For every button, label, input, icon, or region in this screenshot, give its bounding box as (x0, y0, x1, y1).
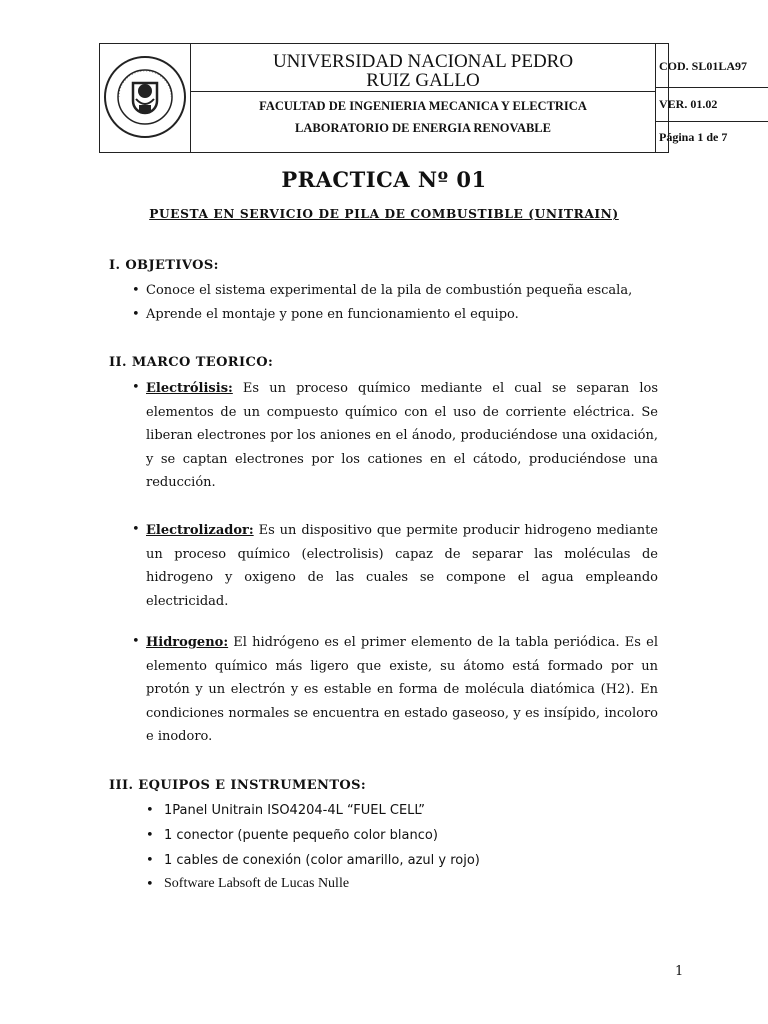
document-code: COD. SL01LA97 (656, 44, 768, 88)
document-header-table (99, 43, 748, 153)
page-number: 1 (675, 964, 684, 979)
logo-cell (100, 44, 191, 152)
bullet-icon: • (146, 877, 154, 892)
bullet-icon: • (132, 283, 140, 298)
university-name-line1: UNIVERSIDAD NACIONAL PEDRO (272, 51, 574, 72)
equipment-item: 1 cables de conexión (color amarillo, azul y rojo) (164, 853, 480, 868)
equipment-item: 1Panel Unitrain ISO4204-4L “FUEL CELL” (164, 803, 425, 818)
faculty-name: FACULTAD DE INGENIERIA MECANICA Y ELECTRICA (259, 99, 587, 113)
marco-teorico-heading: II. MARCO TEORICO: (109, 355, 274, 370)
bullet-icon: • (146, 853, 154, 868)
definition-term: Hidrogeno: (146, 635, 229, 650)
equipment-item: Software Labsoft de Lucas Nulle (164, 876, 350, 891)
bullet-icon: • (132, 634, 140, 649)
faculty-cell (191, 92, 656, 152)
university-seal-logo (103, 55, 187, 139)
equipment-item: 1 conector (puente pequeño color blanco) (164, 828, 438, 843)
university-name-line2: RUIZ GALLO (366, 70, 480, 91)
objetivo-item: Aprende el montaje y pone en funcionamiento el equipo. (146, 307, 519, 322)
definition-term: Electrolizador: (146, 523, 254, 538)
bullet-icon: • (146, 803, 154, 818)
definition-text: Es un proceso químico mediante el cual se separan los elementos de un compuesto químico con el uso de corriente eléctrica. Se liberan electrones por los aniones en el ánodo, produciéndose una oxidación, y se captan electrones por los cationes en el cátodo, produciéndose una reducción. (146, 381, 658, 491)
bullet-icon: • (132, 307, 140, 322)
definition-text: El hidrógeno es el primer elemento de la tabla periódica. Es el elemento químico más ligero que existe, su átomo está formado por un protón y un electrón y es estable en forma de molécula diatómica (H2). En condiciones normales se encuentra en estado gaseoso, y es insípido, incoloro e inodoro. (146, 635, 658, 745)
page-counter: Página 1 de 7 (659, 130, 728, 144)
definition-text: Es un dispositivo que permite producir hidrogeno mediante un proceso químico (electrolisis) capaz de separar las moléculas de hidrogeno y oxigeno de las cuales se compone el agua empleando electricidad. (146, 523, 658, 609)
university-name-cell (191, 44, 656, 92)
bullet-icon: • (132, 380, 140, 395)
definition-paragraph (146, 631, 658, 749)
practice-title: PRACTICA Nº 01 (281, 167, 487, 192)
definition-paragraph (146, 377, 658, 495)
definition-term: Electrólisis: (146, 381, 233, 396)
practice-subtitle: PUESTA EN SERVICIO DE PILA DE COMBUSTIBLE (UNITRAIN) (149, 207, 619, 221)
equipos-heading: III. EQUIPOS E INSTRUMENTOS: (109, 778, 367, 793)
bullet-icon: • (132, 522, 140, 537)
lab-name: LABORATORIO DE ENERGIA RENOVABLE (295, 121, 551, 135)
document-version: VER. 01.02 (656, 88, 768, 122)
definition-paragraph (146, 519, 658, 613)
bullet-icon: • (146, 828, 154, 843)
objetivos-heading: I. OBJETIVOS: (109, 258, 219, 273)
objetivo-item: Conoce el sistema experimental de la pila de combustión pequeña escala, (146, 283, 633, 298)
